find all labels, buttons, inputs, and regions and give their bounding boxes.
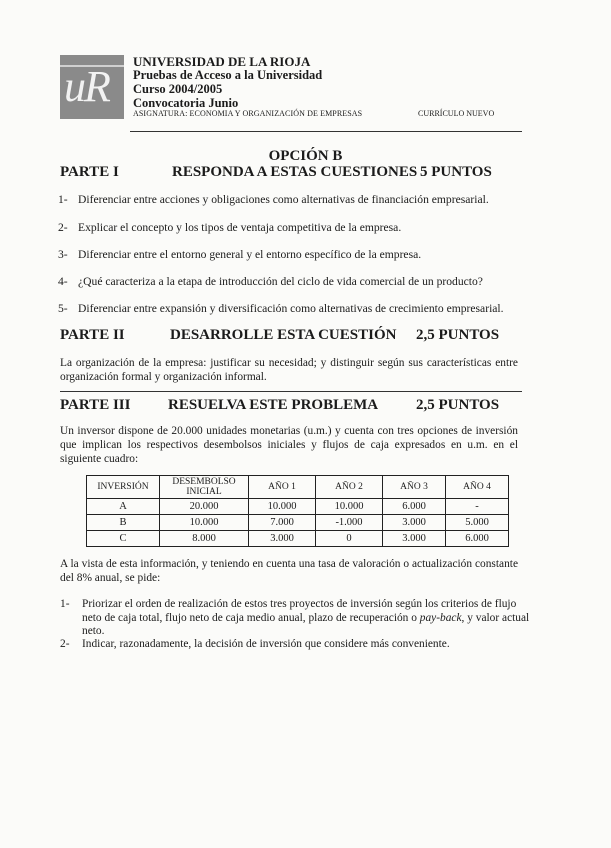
table-cell: 10.000: [316, 499, 383, 515]
part2-title: DESARROLLE ESTA CUESTIÓN: [170, 327, 397, 343]
table-row: [87, 499, 509, 515]
table-row: [87, 531, 509, 547]
question-item: 4- ¿Qué caracteriza a la etapa de introducción del ciclo de vida comercial de un producto?: [58, 275, 483, 288]
table-cell: 7.000: [249, 515, 316, 531]
table-cell: C: [87, 531, 160, 547]
table-cell: -: [446, 499, 509, 515]
part1-points: 5 PUNTOS: [420, 164, 492, 180]
col-header: AÑO 3: [383, 476, 446, 499]
table-row: [87, 515, 509, 531]
part2-points: 2,5 PUNTOS: [416, 327, 500, 343]
table-cell: 6.000: [446, 531, 509, 547]
task-item: 2- Indicar, razonadamente, la decisión de inversión que considere más conveniente.: [60, 638, 450, 650]
col-header: DESEMBOLSO INICIAL: [160, 476, 249, 499]
table-cell: 5.000: [446, 515, 509, 531]
part2-label: PARTE II: [60, 327, 125, 343]
investment-table: [86, 475, 509, 547]
table-cell: 20.000: [160, 499, 249, 515]
question-item: 3- Diferenciar entre el entorno general y el entorno específico de la empresa.: [58, 248, 422, 261]
table-cell: 3.000: [383, 531, 446, 547]
task-item: 1- Priorizar el orden de realización de estos tres proyectos de inversión según los criterios de flujo neto de caja total, flujo neto de caja medio anual, plazo de recuperación o pay-back, y valor actual neto.: [60, 598, 530, 637]
table-cell: -1.000: [316, 515, 383, 531]
part1-title: RESPONDA A ESTAS CUESTIONES: [172, 164, 418, 180]
table-cell: 3.000: [383, 515, 446, 531]
header-divider: [130, 131, 522, 132]
university-name: UNIVERSIDAD DE LA RIOJA: [133, 54, 311, 69]
table-cell: B: [87, 515, 160, 531]
logo-mark: uR: [64, 62, 109, 111]
table-header-row: [87, 476, 509, 499]
part2-question: La organización de la empresa: justificar su necesidad; y distinguir según sus características entre organización formal y organización informal.: [60, 357, 518, 383]
exam-title: Pruebas de Acceso a la Universidad: [133, 68, 323, 82]
table-cell: A: [87, 499, 160, 515]
part3-title: RESUELVA ESTE PROBLEMA: [168, 397, 379, 413]
table-cell: 10.000: [249, 499, 316, 515]
col-header: INVERSIÓN: [87, 476, 160, 499]
course-year: Curso 2004/2005: [133, 82, 223, 96]
curriculum-label: CURRÍCULO NUEVO: [418, 109, 495, 118]
part2-divider: [60, 391, 522, 392]
payback-term: pay-back: [419, 611, 462, 624]
question-item: 1- Diferenciar entre acciones y obligaciones como alternativas de financiación empresarial.: [58, 193, 489, 206]
question-item: 2- Explicar el concepto y los tipos de ventaja competitiva de la empresa.: [58, 221, 402, 234]
table-cell: 6.000: [383, 499, 446, 515]
col-header: AÑO 4: [446, 476, 509, 499]
question-item: 5- Diferenciar entre expansión y diversificación como alternativas de crecimiento empresarial.: [58, 302, 504, 315]
exam-session: Convocatoria Junio: [133, 96, 239, 110]
col-header: AÑO 1: [249, 476, 316, 499]
table-cell: 3.000: [249, 531, 316, 547]
col-header: AÑO 2: [316, 476, 383, 499]
problem-context: A la vista de esta información, y teniendo en cuenta una tasa de valoración o actualización constante del 8% anual, se pide:: [60, 558, 518, 584]
university-logo: [60, 55, 124, 119]
part3-points: 2,5 PUNTOS: [416, 397, 500, 413]
table-cell: 10.000: [160, 515, 249, 531]
problem-statement: Un inversor dispone de 20.000 unidades monetarias (u.m.) y cuenta con tres opciones de inversión que implican los respectivos desembolsos iniciales y flujos de caja expresados en u.m. en el siguiente cuadro:: [60, 425, 518, 465]
option-title: OPCIÓN B: [268, 148, 343, 164]
part3-label: PARTE III: [60, 397, 131, 413]
table-cell: 8.000: [160, 531, 249, 547]
subject-line: ASIGNATURA: ECONOMIA Y ORGANIZACIÓN DE EMPRESAS: [133, 109, 363, 118]
part1-label: PARTE I: [60, 164, 119, 180]
table-cell: 0: [316, 531, 383, 547]
